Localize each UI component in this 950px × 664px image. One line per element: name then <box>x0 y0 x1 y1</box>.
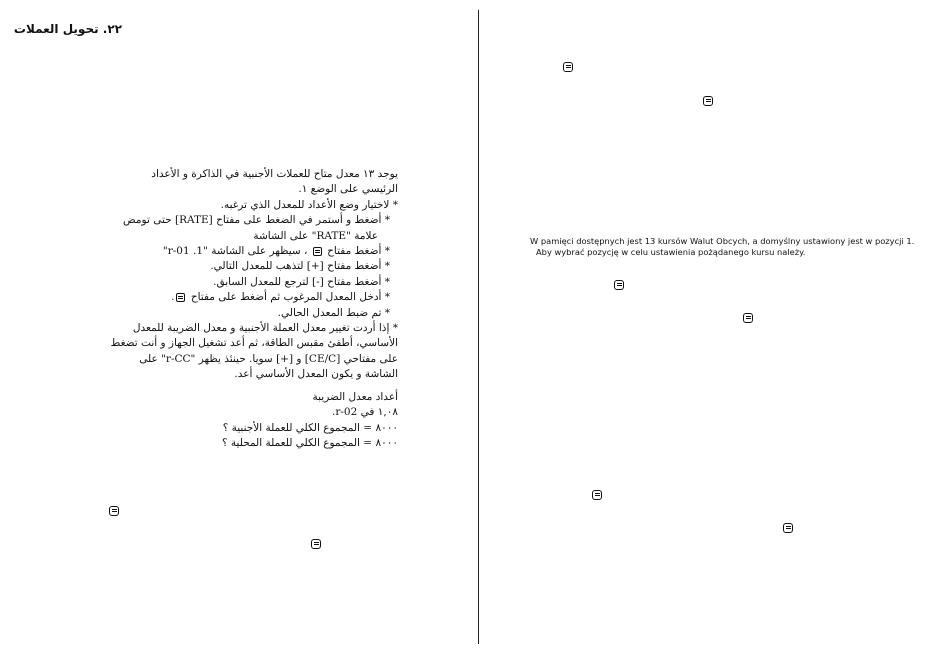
text-line: * إذا أردت تغيير معدل العملة الأجنبية و معدل الضريبة للمعدل <box>132 322 398 335</box>
calculator-key-icon <box>703 96 713 106</box>
text-line: الأساسي، أطفئ مقبس الطاقة، ثم أعد تشغيل الجهاز و أنت تضغط <box>110 337 398 350</box>
text-line: يوجد ١٣ معدل متاح للعملات الأجنبية في الذاكرة و الأعداد <box>151 168 398 180</box>
text-line: W pamięci dostępnych jest 13 kursów Walut Obcych, a domyślny ustawiony jest w pozycji 1. <box>530 236 915 246</box>
calculator-key-icon <box>592 490 602 500</box>
text-line: * لاختيار وضع الأعداد للمعدل الذي ترغبه. <box>220 198 398 211</box>
calculator-key-icon <box>109 506 119 516</box>
text-line: * تم ضبط المعدل الحالي. <box>277 306 390 319</box>
text-fragment: ، سيظهر على الشاشة "1. r-01" <box>162 245 308 258</box>
text-line: * أضغط و أستمر في الضغط على مفتاح [RATE] حتى تومض <box>123 214 390 227</box>
calculator-key-icon <box>743 313 753 323</box>
calculator-key-icon <box>311 539 321 549</box>
text-line: * أضغط مفتاح [+] لتذهب للمعدل التالي. <box>210 260 390 273</box>
text-line: ٨٠٠٠ = المجموع الكلي للعملة المحلية ؟ <box>222 436 398 449</box>
page-divider <box>478 10 479 644</box>
text-line: علامة "RATE" على الشاشة <box>253 229 378 242</box>
text-line: Aby wybrać pozycję w celu ustawienia pożądanego kursu należy. <box>536 247 806 257</box>
calculator-key-icon <box>176 293 185 302</box>
text-line: على مفتاحي [CE/C] و [+] سويا. حينئذ يظهر "r-CC" على <box>139 352 398 365</box>
text-line: أعداد معدل الضريبة <box>312 390 398 403</box>
calculator-key-icon <box>563 62 573 72</box>
text-line <box>148 244 398 259</box>
text-line: * أدخل المعدل المرغوب ثم أضغط على مفتاح . <box>171 291 390 304</box>
calculator-key-icon <box>313 247 322 256</box>
text-line: الشاشة و يكون المعدل الأساسي أعد. <box>234 368 398 381</box>
calculator-key-icon <box>614 280 624 290</box>
polish-text-block <box>530 236 915 258</box>
calculator-key-icon <box>783 523 793 533</box>
text-line: ١,٠٨ في r-02. <box>332 406 398 419</box>
text-fragment: * أدخل المعدل المرغوب ثم أضغط على مفتاح <box>190 291 390 304</box>
arabic-text-block <box>110 167 398 451</box>
text-line: الرئيسي على الوضع ١. <box>298 183 398 196</box>
text-fragment: * أضغط مفتاح <box>327 245 390 258</box>
section-title: ٢٢. تحويل العملات <box>13 22 122 36</box>
text-line: * أضغط مفتاح [-] لترجع للمعدل السابق. <box>213 275 390 288</box>
text-line: ٨٠٠٠ = المجموع الكلي للعملة الأجنبية ؟ <box>222 421 398 434</box>
